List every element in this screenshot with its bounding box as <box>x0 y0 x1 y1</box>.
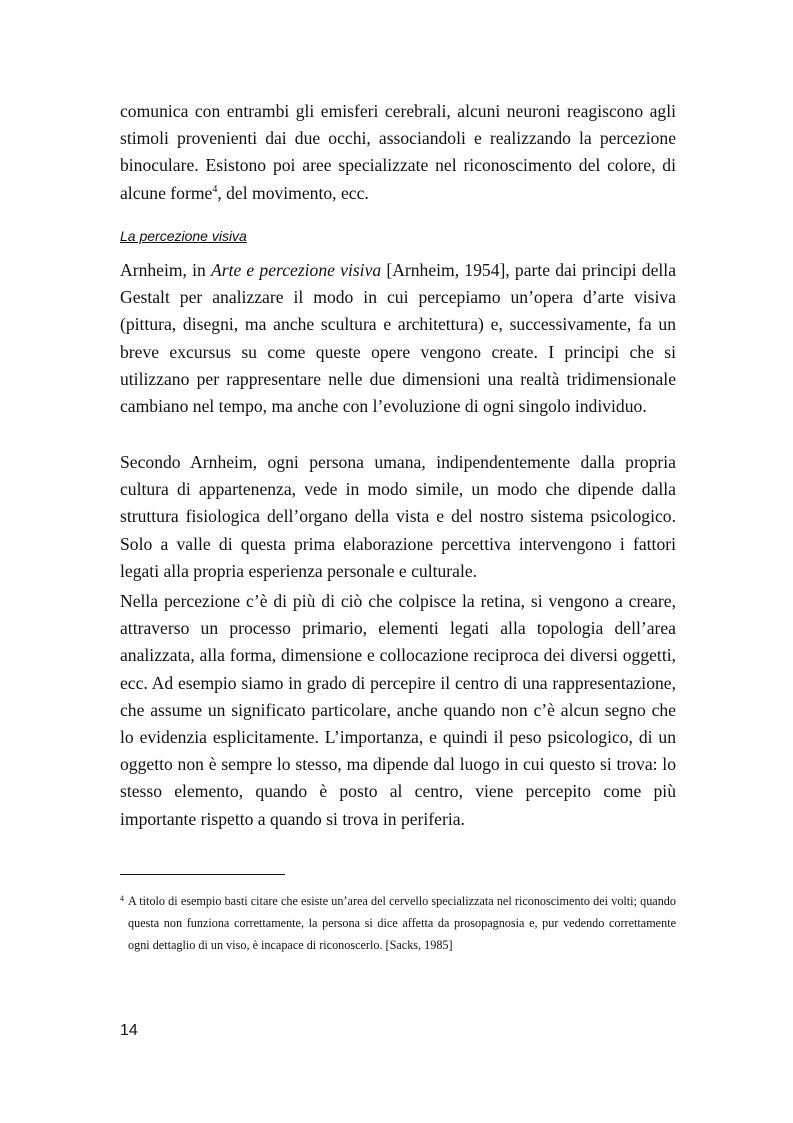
paragraph-text: [Arnheim, 1954], parte dai principi della Gestalt per analizzare il modo in cui percepiamo un’opera d’arte visiva (pittura, disegni, ma anche scultura e architettura) e, successivamente, fa un breve excursus su come queste opere vengono create. I principi che si utilizzano per rappresentare nelle due dimensioni una realtà tridimensionale cambiano nel tempo, ma anche con l’evoluzione di ogni singolo individuo. <box>120 260 677 417</box>
paragraph-text: comunica con entrambi gli emisferi cerebrali, alcuni neuroni reagiscono agli stimoli provenienti dai due occhi, associandoli e realizzando la percezione binoculare. Esistono poi aree specializzate nel riconoscimento del colore, di alcune forme <box>120 101 676 203</box>
paragraph-continued <box>120 98 676 207</box>
paragraph-percezione: Nella percezione c’è di più di ciò che colpisce la retina, si vengono a creare, attraverso un processo primario, elementi legati alla topologia dell’area analizzata, alla forma, dimensione e collocazione reciproca dei diversi oggetti, ecc. Ad esempio siamo in grado di percepire il centro di una rappresentazione, che assume un significato particolare, anche quando non c’è alcun segno che lo evidenzia esplicitamente. L’importanza, e quindi il peso psicologico, di un oggetto non è sempre lo stesso, ma dipende dal luogo in cui questo si trova: lo stesso elemento, quando è posto al centro, viene percepito come più importante rispetto a quando si trova in periferia. <box>120 591 676 829</box>
footnote <box>120 888 676 956</box>
book-title: Arte e percezione visiva <box>210 260 382 280</box>
paragraph-arnheim <box>120 257 676 420</box>
footnote-mark: 4 <box>120 894 124 903</box>
page-number: 14 <box>120 1022 138 1039</box>
footnote-text: A titolo di esempio basti citare che esiste un’area del cervello specializzata nel riconoscimento dei volti; quando questa non funziona correttamente, la persona si dice affetta da prosopagnosia e, pur vedendo correttamente ogni dettaglio di un viso, è incapace di riconoscerlo. [Sacks, 1985] <box>128 894 676 952</box>
footnote-reference[interactable]: 4 <box>212 183 218 195</box>
paragraph-secondo-arnheim: Secondo Arnheim, ogni persona umana, indipendentemente dalla propria cultura di appartenenza, vede in modo simile, un modo che dipende dalla struttura fisiologica dell’organo della vista e del nostro sistema psicologico. Solo a valle di questa prima elaborazione percettiva intervengono i fattori legati alla propria esperienza personale e culturale. <box>120 452 676 581</box>
paragraph-text: Arnheim, in <box>120 260 211 280</box>
footnote-separator <box>120 874 285 875</box>
section-heading: La percezione visiva <box>120 228 247 244</box>
paragraph-text: , del movimento, ecc. <box>217 182 369 203</box>
